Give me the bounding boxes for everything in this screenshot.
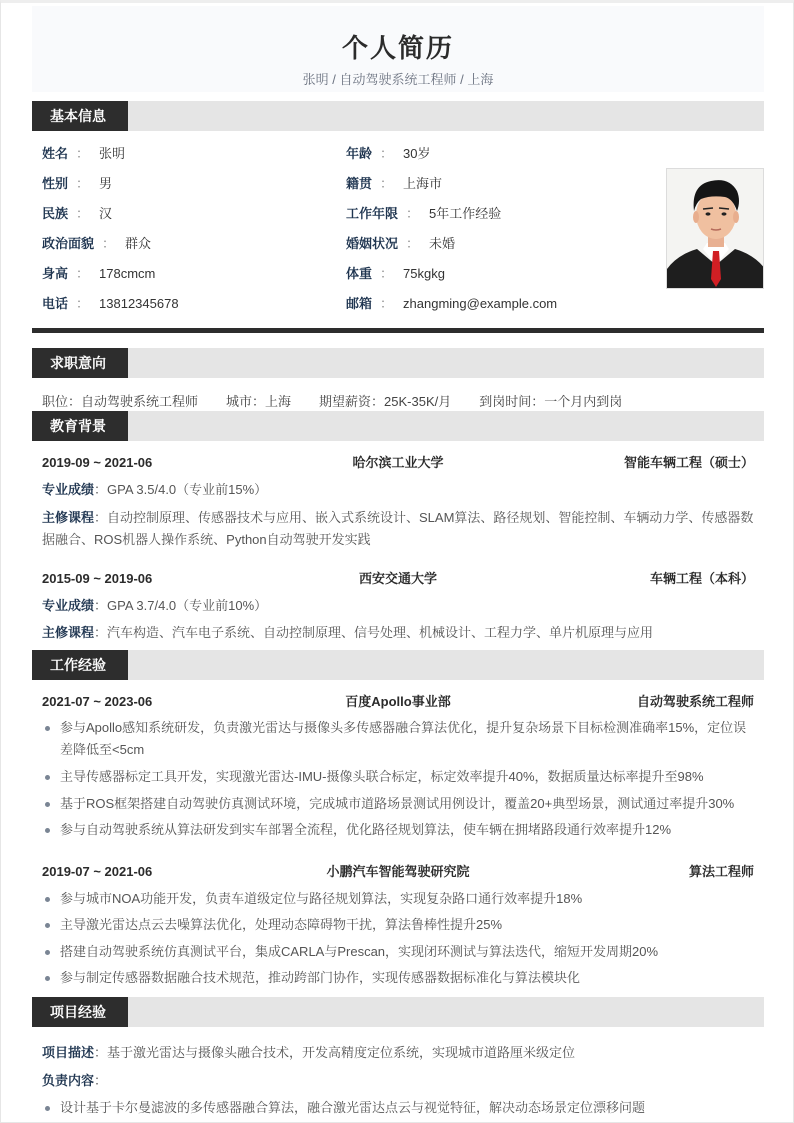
info-label: 年龄: [346, 146, 373, 161]
entry-major: 车辆工程（本科）: [649, 571, 754, 586]
section-header-project: [32, 997, 764, 1027]
work-bullet: 主导激光雷达点云去噪算法优化，处理动态障碍物干扰，算法鲁棒性提升25%: [42, 914, 754, 936]
work-bullet: 参与自动驾驶系统从算法研发到实车部署全流程，优化路径规划算法，使车辆在拥堵路段通行效率提升12%: [42, 819, 754, 841]
info-value: 张明: [99, 146, 126, 161]
info-value: 未婚: [429, 236, 456, 251]
entry-company: 百度Apollo事业部: [345, 694, 451, 709]
job-intent-row: [42, 391, 650, 410]
work-bullet: 主导传感器标定工具开发，实现激光雷达-IMU-摄像头联合标定，标定效率提升40%，数据质量达标率提升至98%: [42, 766, 754, 788]
info-political-status: 政治面貌 ： 群众: [42, 236, 152, 251]
bullet-icon: [45, 775, 50, 780]
work-bullet: 参与Apollo感知系统研发，负责激光雷达与摄像头多传感器融合算法优化，提升复杂场景下目标检测准确率15%，定位误差降低至<5cm: [42, 717, 754, 761]
page-subtitle: 张明 / 自动驾驶系统工程师 / 上海: [302, 72, 494, 87]
work-entry-header: [42, 693, 754, 711]
entry-company: 小鹏汽车智能驾驶研究院: [326, 864, 470, 879]
info-email: 邮箱 ： zhangming@example.com: [346, 296, 558, 311]
section-title: 教育背景: [32, 411, 128, 441]
work-bullet: 基于ROS框架搭建自动驾驶仿真测试环境，完成城市道路场景测试用例设计，覆盖20+典型场景，测试通过率提升30%: [42, 793, 754, 815]
info-label: 民族: [42, 206, 69, 221]
entry-date: 2019-07 ~ 2021-06: [42, 864, 153, 879]
info-weight: 体重 ： 75kgkg: [346, 266, 445, 281]
education-entry-header: [42, 454, 754, 472]
section-header-work: [32, 650, 764, 680]
info-value: zhangming@example.com: [403, 296, 558, 311]
info-label: 性别: [42, 176, 69, 191]
info-value: 13812345678: [99, 296, 179, 311]
education-gpa: 专业成绩：GPA 3.7/4.0（专业前10%）: [42, 598, 268, 613]
work-bullet: 参与制定传感器数据融合技术规范，推动跨部门协作，实现传感器数据标准化与算法模块化: [42, 967, 754, 989]
info-value: 30岁: [403, 146, 431, 161]
info-age: 年龄 ： 30岁: [346, 146, 431, 161]
entry-date: 2019-09 ~ 2021-06: [42, 455, 153, 470]
entry-role: 算法工程师: [688, 864, 754, 879]
education-entry-header: [42, 570, 754, 588]
info-hometown: 籍贯 ： 上海市: [346, 176, 443, 191]
entry-role: 自动驾驶系统工程师: [636, 694, 754, 709]
work-entry-header: [42, 863, 754, 881]
info-phone: 电话 ： 13812345678: [42, 296, 179, 311]
education-courses: 主修课程：汽车构造、汽车电子系统、自动控制原理、信号处理、机械设计、工程力学、单片机原理与应用: [42, 625, 654, 640]
info-value: 群众: [125, 236, 152, 251]
resume-header: [32, 6, 764, 92]
page-title: 个人简历: [341, 33, 454, 63]
bullet-icon: [45, 923, 50, 928]
section-divider: [32, 328, 764, 333]
intent-availability: 到岗时间：一个月内到岗: [479, 394, 623, 409]
info-work-years: 工作年限 ： 5年工作经验: [346, 206, 502, 221]
education-courses: 主修课程：自动控制原理、传感器技术与应用、嵌入式系统设计、SLAM算法、路径规划、智能控制、车辆动力学、传感器数据融合、ROS机器人操作系统、Python自动驾驶开发实践: [42, 510, 754, 547]
section-header-basic-info: [32, 101, 764, 131]
bullet-icon: [45, 1106, 50, 1111]
project-bullet: 设计基于卡尔曼滤波的多传感器融合算法，融合激光雷达点云与视觉特征，解决动态场景定位漂移问题: [42, 1097, 754, 1119]
intent-salary: 期望薪资：25K-35K/月: [319, 394, 452, 409]
work-bullet: 搭建自动驾驶系统仿真测试平台，集成CARLA与Prescan，实现闭环测试与算法迭代，缩短开发周期20%: [42, 941, 754, 963]
info-value: 5年工作经验: [429, 206, 502, 221]
bullet-icon: [45, 897, 50, 902]
bullet-icon: [45, 828, 50, 833]
project-description: 项目描述：基于激光雷达与摄像头融合技术，开发高精度定位系统，实现城市道路厘米级定位: [42, 1045, 576, 1060]
section-title: 求职意向: [32, 348, 128, 378]
info-label: 籍贯: [346, 176, 373, 191]
intent-position: 职位：自动驾驶系统工程师: [42, 394, 199, 409]
section-title: 基本信息: [32, 101, 128, 131]
bullet-icon: [45, 950, 50, 955]
info-label: 体重: [346, 266, 373, 281]
info-value: 75kgkg: [403, 266, 445, 281]
section-title: 项目经验: [32, 997, 128, 1027]
info-label: 身高: [42, 266, 69, 281]
info-value: 178cmcm: [99, 266, 156, 281]
info-label: 邮箱: [346, 296, 373, 311]
entry-date: 2021-07 ~ 2023-06: [42, 694, 153, 709]
section-title: 工作经验: [32, 650, 128, 680]
education-gpa: 专业成绩：GPA 3.5/4.0（专业前15%）: [42, 482, 268, 497]
entry-school: 哈尔滨工业大学: [352, 455, 444, 470]
info-ethnicity: 民族 ： 汉: [42, 206, 113, 221]
entry-school: 西安交通大学: [358, 571, 437, 586]
info-label: 姓名: [42, 146, 69, 161]
bullet-icon: [45, 976, 50, 981]
info-label: 工作年限: [346, 206, 399, 221]
bullet-icon: [45, 726, 50, 731]
info-height: 身高 ： 178cmcm: [42, 266, 156, 281]
info-value: 汉: [99, 206, 113, 221]
info-gender: 性别 ： 男: [42, 176, 113, 191]
profile-photo: [666, 168, 764, 289]
info-value: 男: [99, 176, 113, 191]
info-label: 电话: [42, 296, 69, 311]
info-value: 上海市: [403, 176, 443, 191]
info-label: 政治面貌: [42, 236, 95, 251]
info-marital-status: 婚姻状况 ： 未婚: [346, 236, 456, 251]
project-responsibilities-label: 负责内容：: [42, 1073, 108, 1088]
entry-major: 智能车辆工程（硕士）: [623, 455, 754, 470]
info-label: 婚姻状况: [346, 236, 399, 251]
bullet-icon: [45, 802, 50, 807]
section-header-job-intent: [32, 348, 764, 378]
intent-city: 城市：上海: [226, 394, 292, 409]
section-header-education: [32, 411, 764, 441]
info-name: 姓名 ： 张明: [42, 146, 126, 161]
entry-date: 2015-09 ~ 2019-06: [42, 571, 153, 586]
avatar-icon: [667, 169, 764, 289]
work-bullet: 参与城市NOA功能开发，负责车道级定位与路径规划算法，实现复杂路口通行效率提升18%: [42, 888, 754, 910]
